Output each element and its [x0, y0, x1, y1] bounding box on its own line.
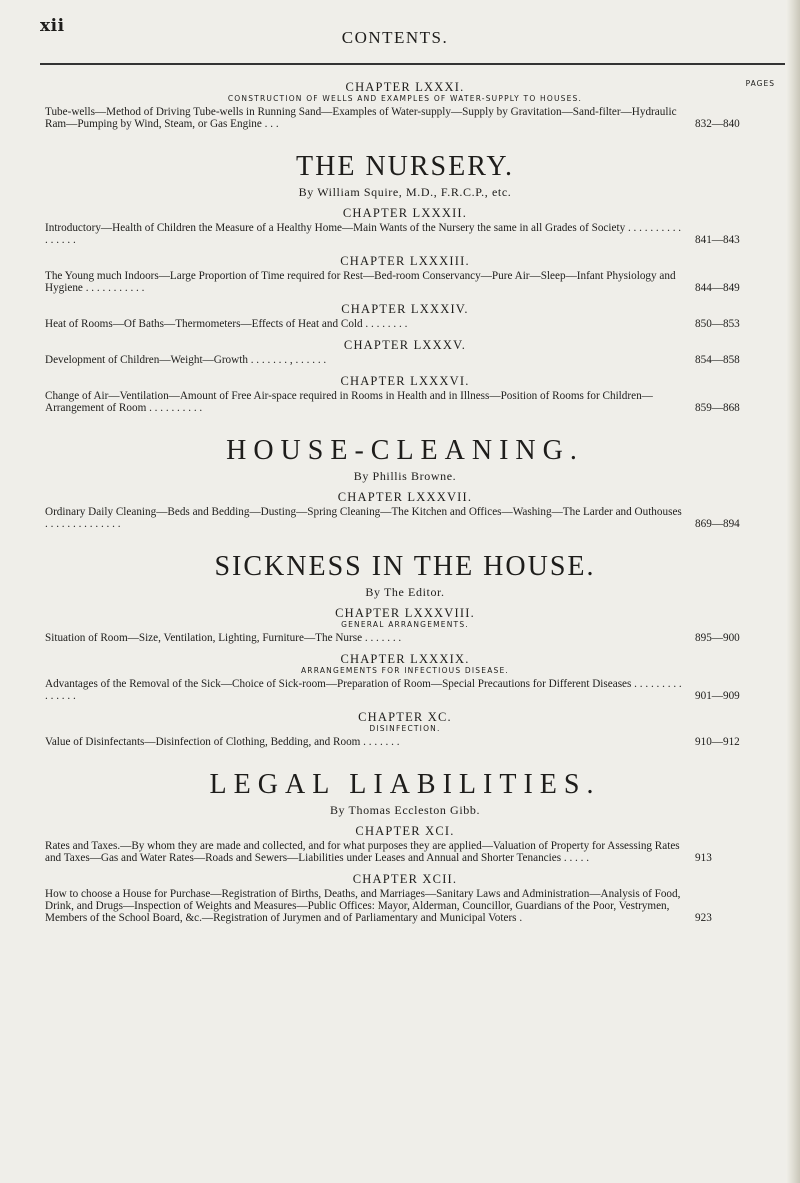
header-rule	[40, 63, 785, 65]
contents-list	[45, 72, 775, 924]
section-byline: By The Editor.	[365, 585, 445, 599]
chapter-description: Change of Air—Ventilation—Amount of Free Air-space required in Rooms in Health and in Illness—Position of Rooms for Children—Arrangement of Room . . . . . . . . . .	[45, 390, 653, 414]
page-number: xii	[40, 16, 65, 36]
chapter-heading: CHAPTER LXXXI.	[345, 80, 465, 94]
chapter-entry	[45, 222, 765, 246]
chapter-entry	[45, 632, 765, 644]
chapter-description: Value of Disinfectants—Disinfection of Clothing, Bedding, and Room . . . . . . .	[45, 736, 400, 748]
section-title: LEGAL LIABILITIES.	[209, 769, 601, 800]
chapter-heading: CHAPTER LXXXIX.	[340, 652, 470, 666]
contents-section	[45, 79, 775, 130]
chapter-description: How to choose a House for Purchase—Registration of Births, Deaths, and Marriages—Sanitary Laws and Administration—Analysis of Food, Drink, and Drugs—Inspection of Weights and Measures—Public Offices: Mayor, Alderman, Councillor, Guardians of the Poor, Vestrymen, Members of the School Board, &c.—Registration of Jurymen and of Parliamentary and Municipal Voters .	[45, 888, 681, 924]
section-title: SICKNESS IN THE HOUSE.	[214, 551, 596, 582]
chapter-heading: CHAPTER LXXXIII.	[340, 254, 470, 268]
chapter-subheading: GENERAL ARRANGEMENTS.	[341, 620, 469, 629]
chapter-description: Tube-wells—Method of Driving Tube-wells in Running Sand—Examples of Water-supply—Supply by Gravitation—Sand-filter—Hydraulic Ram—Pumping by Wind, Steam, or Gas Engine . . .	[45, 106, 677, 130]
chapter-entry	[45, 354, 765, 366]
chapter-pages: 844—849	[695, 282, 740, 294]
section-byline: By Thomas Eccleston Gibb.	[329, 803, 481, 817]
chapter-entry	[45, 318, 765, 330]
chapter-heading: CHAPTER LXXXV.	[343, 338, 467, 352]
page-edge-shadow	[786, 0, 800, 1183]
chapter-pages: 841—843	[695, 234, 740, 246]
chapter-heading: CHAPTER LXXXVI.	[340, 374, 470, 388]
chapter-description: Advantages of the Removal of the Sick—Choice of Sick-room—Preparation of Room—Special Precautions for Different Diseases . . . . . . . . . . . . . . .	[45, 678, 682, 702]
chapter-pages: 901—909	[695, 690, 740, 702]
chapter-entry	[45, 270, 765, 294]
chapter-subheading: CONSTRUCTION OF WELLS AND EXAMPLES OF WATER-SUPPLY TO HOUSES.	[227, 94, 583, 103]
section-byline: By Phillis Browne.	[353, 469, 457, 483]
section-title: HOUSE-CLEANING.	[226, 435, 584, 466]
contents-section	[45, 436, 765, 530]
chapter-description: Ordinary Daily Cleaning—Beds and Bedding—Dusting—Spring Cleaning—The Kitchen and Offices—Washing—The Larder and Outhouses . . . . . . . . . . . . . .	[45, 506, 682, 530]
chapter-description: Rates and Taxes.—By whom they are made and collected, and for what purposes they are applied—Valuation of Property for Assessing Rates and Taxes—Gas and Water Rates—Roads and Sewers—Liabilities under Leases and Annual and Shorter Tenancies . . . . .	[45, 840, 680, 864]
chapter-entry	[45, 506, 765, 530]
chapter-heading: CHAPTER XCII.	[352, 872, 458, 886]
chapter-description: The Young much Indoors—Large Proportion of Time required for Rest—Bed-room Conservancy—Pure Air—Sleep—Infant Physiology and Hygiene . . . . . . . . . . .	[45, 270, 676, 294]
chapter-description: Development of Children—Weight—Growth . . . . . . . , . . . . . .	[45, 354, 327, 366]
chapter-description: Introductory—Health of Children the Measure of a Healthy Home—Main Wants of the Nursery the same in all Grades of Society . . . . . . . . . . . . . . . .	[45, 222, 682, 246]
chapter-entry	[45, 678, 765, 702]
chapter-subheading: ARRANGEMENTS FOR INFECTIOUS DISEASE.	[300, 666, 510, 675]
chapter-heading: CHAPTER XC.	[358, 710, 452, 724]
chapter-entry	[45, 736, 765, 748]
chapter-entry	[45, 840, 765, 864]
chapter-entry	[45, 390, 765, 414]
chapter-pages: 910—912	[695, 736, 740, 748]
chapter-pages: 850—853	[695, 318, 740, 330]
chapter-heading: CHAPTER LXXXVIII.	[335, 606, 475, 620]
chapter-pages: 832—840	[695, 118, 740, 130]
chapter-heading: CHAPTER LXXXII.	[342, 206, 468, 220]
chapter-subheading: DISINFECTION.	[369, 724, 441, 733]
section-title: THE NURSERY.	[296, 151, 514, 182]
contents-section	[45, 552, 765, 748]
chapter-description: Heat of Rooms—Of Baths—Thermometers—Effects of Heat and Cold . . . . . . . .	[45, 318, 408, 330]
chapter-pages: 923	[695, 912, 712, 924]
chapter-pages: 895—900	[695, 632, 740, 644]
chapter-entry	[45, 888, 765, 924]
chapter-entry	[45, 106, 765, 130]
page-title: CONTENTS.	[341, 28, 449, 47]
contents-section	[45, 770, 765, 924]
chapter-heading: CHAPTER XCI.	[355, 824, 455, 838]
chapter-heading: CHAPTER LXXXIV.	[341, 302, 469, 316]
chapter-description: Situation of Room—Size, Ventilation, Lighting, Furniture—The Nurse . . . . . . .	[45, 632, 402, 644]
section-byline: By William Squire, M.D., F.R.C.P., etc.	[298, 185, 512, 199]
contents-section	[45, 152, 765, 414]
chapter-heading: CHAPTER LXXXVII.	[337, 490, 473, 504]
pages-column-label: PAGES	[745, 79, 775, 88]
chapter-pages: 913	[695, 852, 712, 864]
chapter-pages: 859—868	[695, 402, 740, 414]
chapter-pages: 854—858	[695, 354, 740, 366]
chapter-pages: 869—894	[695, 518, 740, 530]
